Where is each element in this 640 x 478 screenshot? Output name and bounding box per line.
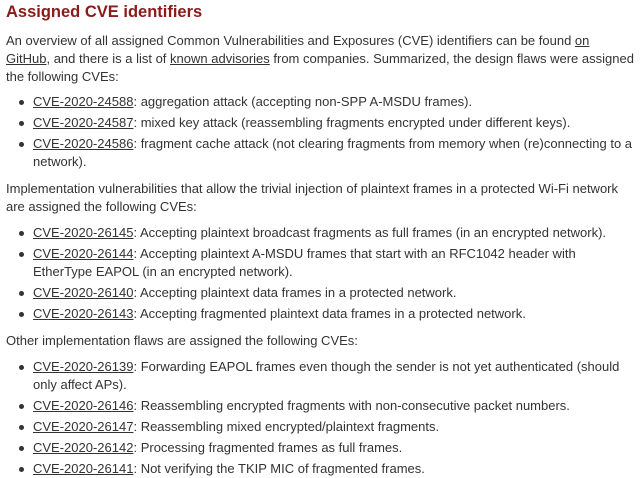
list-item (33, 284, 634, 302)
cve-link[interactable]: CVE-2020-26139 (33, 359, 134, 374)
impl-intro-paragraph: Implementation vulnerabilities that allow the trivial injection of plaintext frames in a protected Wi-Fi network are assigned the following CVEs: (6, 181, 618, 214)
cve-description: : Processing fragmented frames as full frames. (133, 440, 403, 455)
list-item (33, 397, 634, 415)
cve-description: : Forwarding EAPOL frames even though the sender is not yet authenticated (should only affect APs). (33, 359, 620, 392)
intro-text-3: from companies. Summarized, the design flaws were assigned the following CVEs: (6, 51, 634, 84)
cve-link[interactable]: CVE-2020-26140 (33, 285, 134, 300)
cve-description: : Not verifying the TKIP MIC of fragmented frames. (133, 461, 425, 476)
list-item (33, 114, 634, 132)
cve-link[interactable]: CVE-2020-26145 (33, 225, 134, 240)
cve-link[interactable]: CVE-2020-26143 (33, 306, 134, 321)
list-item (33, 245, 634, 281)
other-intro-paragraph: Other implementation flaws are assigned the following CVEs: (6, 333, 358, 348)
list-item (33, 358, 634, 394)
cve-description: : Reassembling mixed encrypted/plaintext fragments. (133, 419, 440, 434)
cve-link[interactable]: CVE-2020-24587 (33, 115, 134, 130)
cve-description: : Accepting plaintext A-MSDU frames that start with an RFC1042 header with EtherType EAPOL (in an encrypted network). (33, 246, 576, 279)
intro-paragraph (6, 32, 634, 86)
cve-description: : Accepting plaintext broadcast fragments as full frames (in an encrypted network). (133, 225, 607, 240)
cve-link[interactable]: CVE-2020-26144 (33, 246, 134, 261)
cve-link[interactable]: CVE-2020-24586 (33, 136, 134, 151)
design-flaws-list (6, 93, 634, 171)
cve-description: : fragment cache attack (not clearing fragments from memory when (re)connecting to a network). (33, 136, 633, 169)
cve-description: : aggregation attack (accepting non-SPP A-MSDU frames). (133, 94, 473, 109)
cve-link[interactable]: CVE-2020-26147 (33, 419, 134, 434)
list-item (33, 439, 634, 457)
cve-description: : Reassembling encrypted fragments with non-consecutive packet numbers. (133, 398, 570, 413)
impl-vulns-list (6, 224, 634, 323)
cve-description: : Accepting fragmented plaintext data frames in a protected network. (133, 306, 526, 321)
intro-text-2: , and there is a list of (46, 51, 171, 66)
cve-link[interactable]: CVE-2020-26141 (33, 461, 134, 476)
other-flaws-list (6, 358, 634, 478)
list-item (33, 224, 634, 242)
list-item (33, 460, 634, 478)
cve-description: : Accepting plaintext data frames in a protected network. (133, 285, 457, 300)
known-advisories-link[interactable]: known advisories (170, 51, 270, 66)
cve-link[interactable]: CVE-2020-26146 (33, 398, 134, 413)
intro-text-1: An overview of all assigned Common Vulnerabilities and Exposures (CVE) identifiers can be found (6, 33, 575, 48)
cve-link[interactable]: CVE-2020-24588 (33, 94, 134, 109)
list-item (33, 305, 634, 323)
section-title: Assigned CVE identifiers (6, 3, 203, 21)
cve-description: : mixed key attack (reassembling fragments encrypted under different keys). (133, 115, 571, 130)
list-item (33, 135, 634, 171)
cve-link[interactable]: CVE-2020-26142 (33, 440, 134, 455)
list-item (33, 418, 634, 436)
github-link[interactable]: on GitHub (6, 33, 590, 66)
list-item (33, 93, 634, 111)
